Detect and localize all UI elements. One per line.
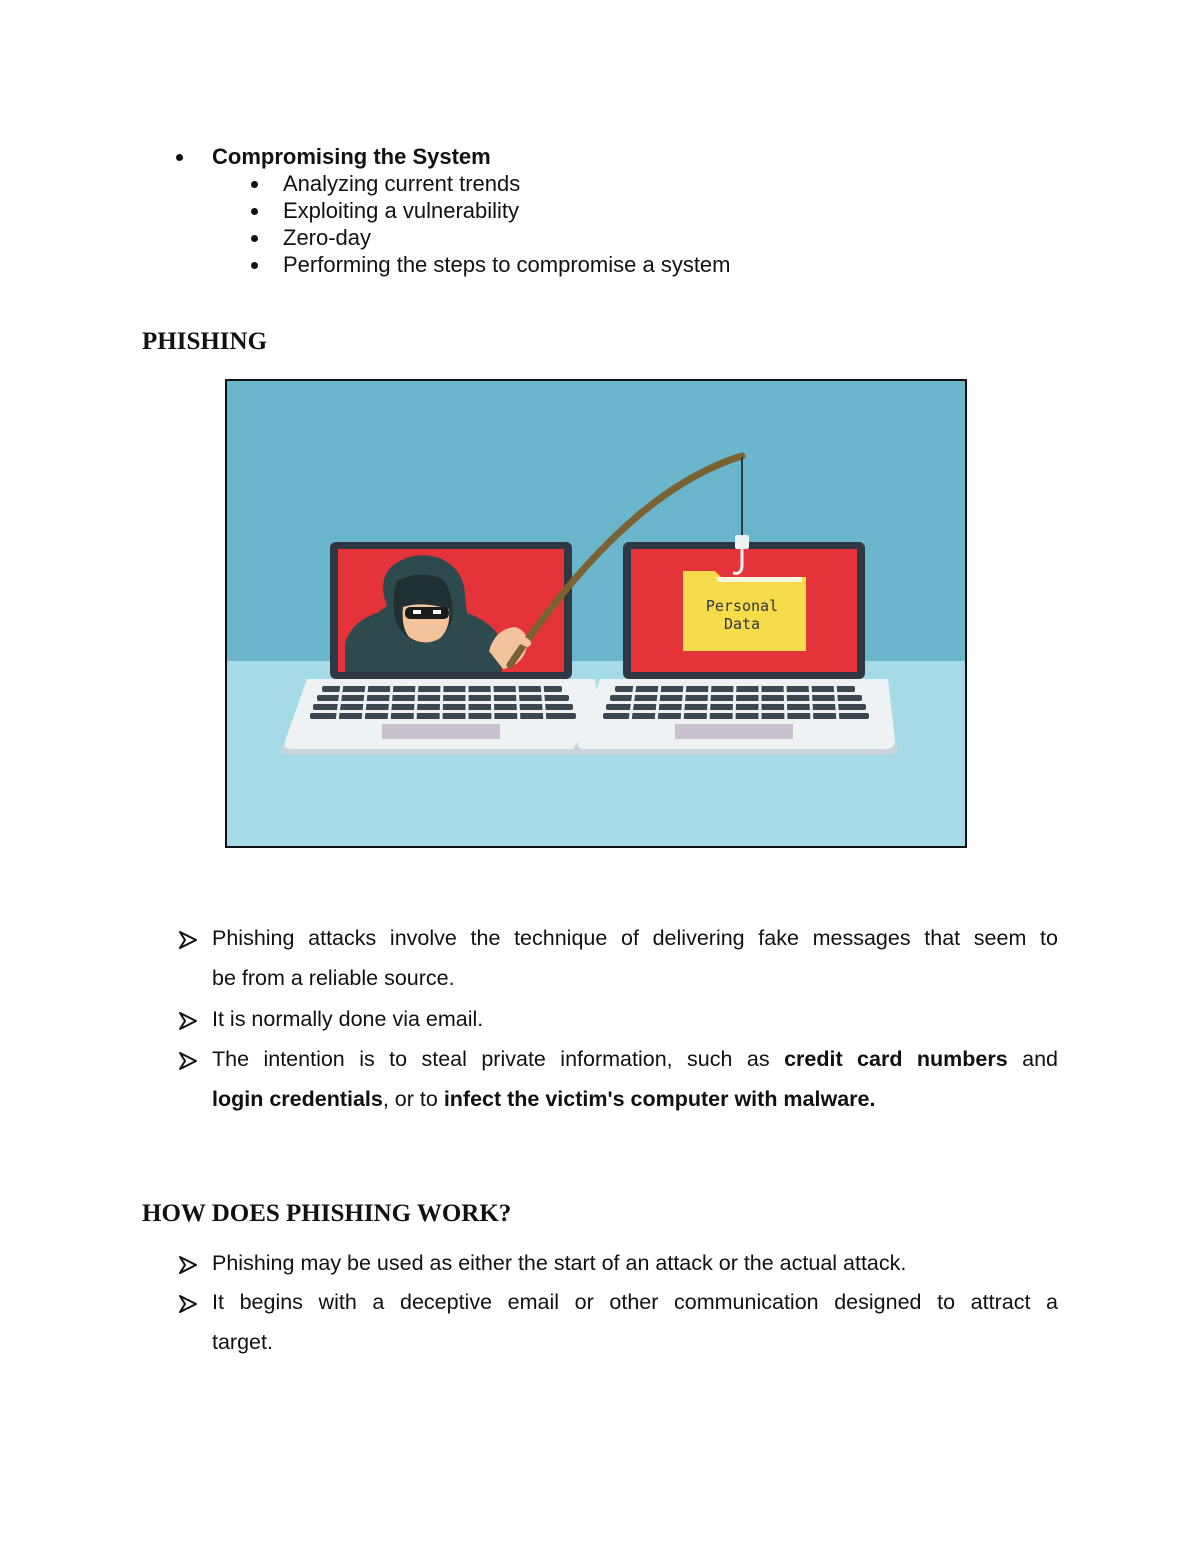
phishing-illustration: [225, 379, 967, 848]
phishing-heading: PHISHING: [142, 328, 268, 355]
bold-span: infect the victim's computer with malware: [443, 1087, 870, 1111]
bold-span: login credentials: [212, 1087, 383, 1111]
compromising-title: Compromising the System: [212, 144, 491, 169]
phishing-point-1: [212, 918, 1058, 998]
text-span: The intention is to steal private information, such as: [212, 1047, 770, 1071]
bullet-dot: [176, 154, 183, 161]
compromising-item: Performing the steps to compromise a system: [283, 252, 731, 277]
arrow-bullet-icon: [178, 1294, 198, 1314]
folder-label: [667, 597, 817, 633]
how-point-2: [212, 1282, 1058, 1362]
how-point-1: Phishing may be used as either the start of an attack or the actual attack.: [212, 1251, 907, 1275]
how-point-2-line2: target.: [212, 1330, 273, 1354]
arrow-bullet-icon: [178, 1051, 198, 1071]
phishing-point-2: It is normally done via email.: [212, 1007, 484, 1031]
hook-icon: [735, 535, 749, 549]
bullet-dot: [251, 208, 258, 215]
phishing-point-3: [212, 1039, 1058, 1119]
how-heading: HOW DOES PHISHING WORK?: [142, 1200, 512, 1227]
phishing-point-3-line2: [212, 1079, 1058, 1119]
text-span: and: [1022, 1047, 1058, 1071]
arrow-bullet-icon: [178, 1011, 198, 1031]
phishing-point-1-line1: Phishing attacks involve the technique of delivering fake messages that seem to: [212, 926, 1058, 950]
phishing-point-1-line2: be from a reliable source.: [212, 966, 455, 990]
bold-span: credit card numbers: [784, 1047, 1008, 1071]
text-span: , or to: [382, 1087, 438, 1111]
bold-span: .: [869, 1087, 876, 1111]
phishing-point-3-line1: [212, 1039, 1058, 1079]
compromising-item: Exploiting a vulnerability: [283, 198, 520, 223]
folder-label-line2: Data: [723, 615, 761, 633]
folder-label-line1: Personal: [705, 597, 779, 615]
bullet-dot: [251, 235, 258, 242]
compromising-item: Analyzing current trends: [283, 171, 521, 196]
arrow-bullet-icon: [178, 1255, 198, 1275]
arrow-bullet-icon: [178, 930, 198, 950]
phishing-illustration-svg: [227, 381, 965, 846]
how-point-2-line1: It begins with a deceptive email or other communication designed to attract a: [212, 1290, 1058, 1314]
bullet-dot: [251, 262, 258, 269]
bullet-dot: [251, 181, 258, 188]
compromising-item: Zero-day: [283, 225, 372, 250]
